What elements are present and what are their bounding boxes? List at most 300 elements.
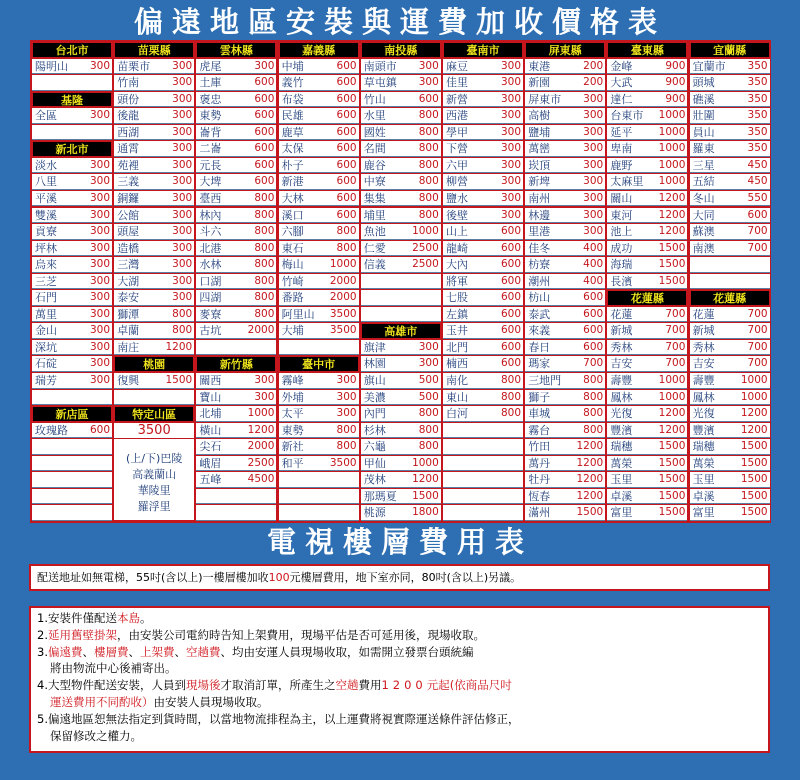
region-header: 桃園	[114, 356, 194, 372]
table-row	[32, 174, 112, 190]
place-name: 枋山	[528, 291, 551, 305]
surcharge-price: 300	[89, 59, 110, 72]
place-name: 頭城	[692, 76, 715, 90]
place-name: 七股	[446, 291, 468, 305]
surcharge-price: 300	[172, 241, 193, 254]
table-row	[690, 92, 770, 108]
surcharge-price: 600	[336, 142, 357, 155]
table-row	[361, 241, 441, 257]
table-row	[196, 406, 276, 422]
surcharge-price: 1200	[740, 423, 768, 436]
surcharge-price: 1500	[658, 473, 686, 486]
table-row	[114, 191, 194, 207]
surcharge-price: 800	[254, 274, 275, 287]
place-name: 梅山	[281, 258, 304, 272]
surcharge-price: 600	[747, 208, 768, 221]
place-name: 四湖	[199, 291, 222, 305]
surcharge-price: 600	[418, 92, 439, 105]
surcharge-price: 600	[254, 92, 275, 105]
surcharge-price: 300	[172, 258, 193, 271]
place-name: 平溪	[35, 191, 57, 205]
place-name: 六甲	[446, 158, 468, 172]
place-name: 大武	[610, 76, 633, 90]
surcharge-price: 300	[89, 340, 110, 353]
table-row	[361, 274, 441, 290]
table-row	[690, 456, 770, 472]
place-name: 仁愛	[363, 241, 386, 255]
place-name: 元長	[199, 158, 222, 172]
table-row	[196, 241, 276, 257]
table-row	[196, 257, 276, 273]
surcharge-price: 600	[254, 125, 275, 138]
table-row	[607, 439, 687, 455]
table-row	[32, 125, 112, 141]
special-area-price: 3500	[114, 423, 194, 440]
surcharge-price: 300	[172, 175, 193, 188]
table-row	[279, 125, 359, 141]
place-name: 義竹	[281, 76, 304, 90]
surcharge-price: 300	[418, 76, 439, 89]
surcharge-price: 600	[500, 291, 521, 304]
place-name: 公館	[117, 208, 140, 222]
surcharge-price: 700	[747, 340, 768, 353]
place-name: 新港	[281, 175, 304, 189]
table-row	[607, 59, 687, 75]
table-row	[443, 59, 523, 75]
surcharge-price: 3500	[329, 456, 357, 469]
table-row	[443, 92, 523, 108]
table-row	[525, 174, 605, 190]
surcharge-price: 300	[418, 59, 439, 72]
place-name: 竹南	[117, 76, 140, 90]
place-name: 竹山	[363, 92, 386, 106]
place-name: 銅鑼	[117, 191, 140, 205]
table-row	[607, 307, 687, 323]
table-row	[443, 307, 523, 323]
surcharge-price: 800	[336, 440, 357, 453]
table-row	[32, 290, 112, 306]
place-name: 大內	[446, 258, 468, 272]
surcharge-price: 800	[254, 191, 275, 204]
table-row	[361, 406, 441, 422]
place-name: 金峰	[610, 59, 633, 73]
surcharge-price: 300	[583, 125, 604, 138]
table-row	[690, 323, 770, 339]
surcharge-price: 800	[254, 291, 275, 304]
place-name: 南化	[446, 374, 468, 387]
surcharge-price: 300	[172, 76, 193, 89]
table-row	[607, 174, 687, 190]
table-row	[196, 75, 276, 91]
table-row	[279, 489, 359, 505]
place-name: 鹿谷	[363, 158, 386, 172]
surcharge-price: 1500	[658, 274, 686, 287]
surcharge-price: 800	[336, 423, 357, 436]
table-row	[279, 141, 359, 157]
place-name: 番路	[281, 291, 304, 305]
region-header: 雲林縣	[196, 42, 276, 58]
place-name: 將軍	[446, 274, 468, 288]
table-row	[607, 373, 687, 389]
place-name: 斗六	[199, 225, 222, 239]
region-header: 花蓮縣	[690, 290, 770, 306]
special-area-name: 羅浮里	[137, 500, 171, 514]
table-row	[607, 141, 687, 157]
surcharge-price: 700	[747, 225, 768, 238]
region-header: 高雄市	[361, 323, 441, 339]
table-row	[525, 92, 605, 108]
place-name: 新埤	[528, 175, 551, 189]
place-name: 北港	[199, 241, 222, 255]
surcharge-price: 700	[583, 357, 604, 370]
table-row	[279, 423, 359, 439]
table-row	[361, 356, 441, 372]
place-name: 壽豐	[610, 374, 633, 387]
surcharge-price: 1200	[576, 489, 604, 502]
table-row	[525, 356, 605, 372]
place-name: 林邊	[528, 208, 551, 222]
region-header: 新店區	[32, 406, 112, 422]
place-name: 東勢	[199, 109, 222, 123]
place-name: 茂林	[363, 473, 386, 487]
table-row	[443, 406, 523, 422]
place-name: 苑裡	[117, 158, 140, 172]
surcharge-price: 300	[418, 357, 439, 370]
place-name: 中埔	[281, 59, 304, 73]
place-name: 三灣	[117, 258, 140, 272]
surcharge-price: 600	[336, 158, 357, 171]
place-name: 關山	[610, 191, 633, 205]
surcharge-price: 1000	[740, 390, 768, 403]
surcharge-price: 800	[583, 423, 604, 436]
surcharge-price: 800	[583, 374, 604, 386]
place-name: 柳營	[446, 175, 468, 189]
table-row	[690, 59, 770, 75]
surcharge-price: 800	[172, 324, 193, 337]
table-row	[196, 208, 276, 224]
surcharge-price: 1500	[658, 258, 686, 271]
table-row	[607, 257, 687, 273]
place-name: 東石	[281, 241, 304, 255]
table-row	[690, 125, 770, 141]
surcharge-price: 600	[500, 357, 521, 370]
surcharge-price: 800	[583, 390, 604, 403]
table-row	[114, 158, 194, 174]
surcharge-price: 1000	[329, 258, 357, 271]
surcharge-price: 300	[89, 258, 110, 271]
surcharge-price: 2500	[412, 258, 439, 271]
table-row	[443, 174, 523, 190]
table-row	[196, 174, 276, 190]
place-name: 玉里	[610, 473, 633, 487]
table-row	[607, 224, 687, 240]
place-name: 烏來	[35, 258, 57, 272]
surcharge-price: 800	[418, 142, 439, 155]
table-row	[196, 290, 276, 306]
surcharge-price: 800	[500, 374, 521, 386]
surcharge-price: 2000	[247, 324, 275, 337]
surcharge-price: 300	[89, 225, 110, 238]
surcharge-price: 300	[89, 291, 110, 304]
table-row	[690, 224, 770, 240]
table-row	[361, 125, 441, 141]
surcharge-price: 1200	[576, 456, 604, 469]
surcharge-price: 300	[172, 109, 193, 122]
surcharge-price: 1500	[740, 440, 768, 453]
region-header: 宜蘭縣	[690, 42, 770, 58]
table-row	[525, 373, 605, 389]
table-row	[279, 92, 359, 108]
place-name: 林園	[363, 357, 386, 371]
table-row	[32, 224, 112, 240]
surcharge-price: 300	[336, 374, 357, 386]
table-row	[361, 92, 441, 108]
place-name: 三義	[117, 175, 140, 189]
table-row	[607, 505, 687, 521]
surcharge-price: 1200	[658, 191, 686, 204]
table-row	[361, 257, 441, 273]
table-row	[690, 390, 770, 406]
table-row	[361, 59, 441, 75]
surcharge-price: 300	[500, 76, 521, 89]
surcharge-price: 700	[665, 340, 686, 353]
table-row	[525, 274, 605, 290]
surcharge-price: 300	[500, 92, 521, 105]
table-row	[114, 125, 194, 141]
place-name: 壽豐	[692, 374, 715, 387]
table-row	[361, 141, 441, 157]
place-name: 麻豆	[446, 59, 468, 73]
place-name: 水林	[199, 258, 222, 272]
table-row	[607, 158, 687, 174]
table-row	[279, 208, 359, 224]
table-row	[361, 191, 441, 207]
surcharge-price: 300	[172, 158, 193, 171]
place-name: 大林	[281, 191, 304, 205]
table-row	[607, 340, 687, 356]
surcharge-price: 700	[665, 357, 686, 370]
place-name: 鹿草	[281, 125, 304, 139]
place-name: 車城	[528, 407, 551, 421]
place-name: 三地門	[528, 374, 562, 387]
table-row	[279, 191, 359, 207]
place-name: 土庫	[199, 76, 222, 90]
surcharge-price: 200	[583, 59, 604, 72]
table-row	[690, 423, 770, 439]
table-row	[443, 505, 523, 521]
surcharge-price: 300	[500, 158, 521, 171]
surcharge-price: 1000	[247, 407, 275, 420]
surcharge-price: 300	[172, 142, 193, 155]
surcharge-price: 1000	[658, 142, 686, 155]
special-area-name: 華陵里	[137, 484, 171, 498]
region-header: 苗栗縣	[114, 42, 194, 58]
place-name: 長濱	[610, 274, 633, 288]
surcharge-price: 1500	[658, 506, 686, 519]
surcharge-price: 300	[500, 142, 521, 155]
place-name: 員山	[692, 125, 715, 139]
place-name: 萬榮	[610, 456, 633, 470]
surcharge-price: 600	[500, 274, 521, 287]
table-row	[443, 390, 523, 406]
table-row	[361, 158, 441, 174]
table-row	[114, 92, 194, 108]
surcharge-price: 300	[583, 109, 604, 122]
table-row	[525, 390, 605, 406]
region-header: 臺中市	[279, 356, 359, 372]
table-row	[361, 489, 441, 505]
note-2: 2.延用舊壁掛架，由安裝公司電約時告知上架費用，現場平估是否可延用後，現場收取。	[37, 627, 485, 642]
place-name: 鹿野	[610, 158, 633, 172]
table-row	[607, 423, 687, 439]
place-name: 石碇	[35, 357, 57, 371]
place-name: 鹽埔	[528, 125, 551, 139]
surcharge-price: 300	[500, 59, 521, 72]
place-name: 新園	[528, 76, 551, 90]
table-row	[690, 174, 770, 190]
surcharge-price: 1200	[658, 423, 686, 436]
surcharge-price: 600	[500, 258, 521, 271]
surcharge-price: 1500	[740, 473, 768, 486]
place-name: 秀林	[610, 340, 633, 354]
table-row	[690, 208, 770, 224]
place-name: 麥寮	[199, 307, 222, 321]
place-name: 竹崎	[281, 274, 304, 288]
surcharge-price: 600	[500, 225, 521, 238]
place-name: 南州	[528, 191, 551, 205]
table-row	[32, 356, 112, 372]
place-name: 南庄	[117, 340, 140, 354]
table-row	[525, 125, 605, 141]
place-name: 雙溪	[35, 208, 57, 222]
place-name: 下營	[446, 142, 468, 156]
surcharge-price: 350	[747, 142, 768, 155]
place-name: 名間	[363, 142, 386, 156]
table-row	[690, 141, 770, 157]
place-name: 海瑞	[610, 258, 633, 272]
surcharge-price: 600	[254, 76, 275, 89]
surcharge-price: 4500	[247, 473, 275, 486]
surcharge-price: 800	[418, 175, 439, 188]
place-name: 頭屋	[117, 225, 140, 239]
table-row	[525, 456, 605, 472]
table-row	[525, 323, 605, 339]
table-row	[361, 390, 441, 406]
floor-note-price: 100	[268, 571, 290, 584]
table-row	[607, 191, 687, 207]
table-row	[196, 158, 276, 174]
table-row	[443, 75, 523, 91]
surcharge-price: 300	[500, 175, 521, 188]
place-name: 臺西	[199, 191, 222, 205]
place-name: 玉里	[692, 473, 715, 487]
table-row	[443, 323, 523, 339]
surcharge-price: 300	[172, 208, 193, 221]
table-row	[525, 224, 605, 240]
table-row	[196, 489, 276, 505]
region-header: 南投縣	[361, 42, 441, 58]
place-name: 中寮	[363, 175, 386, 189]
surcharge-price: 2500	[247, 456, 275, 469]
region-header: 花蓮縣	[607, 290, 687, 306]
table-row	[114, 323, 194, 339]
table-row	[607, 323, 687, 339]
surcharge-price: 800	[336, 225, 357, 238]
table-row	[114, 59, 194, 75]
table-row	[443, 456, 523, 472]
place-name: 六龜	[363, 440, 386, 454]
place-name: 虎尾	[199, 59, 222, 73]
surcharge-price: 800	[254, 208, 275, 221]
surcharge-price: 600	[89, 423, 110, 436]
table-row	[32, 373, 112, 389]
place-name: 延平	[610, 125, 633, 139]
surcharge-price: 600	[336, 109, 357, 122]
surcharge-price: 3500	[329, 307, 357, 320]
table-row	[196, 125, 276, 141]
table-row	[114, 174, 194, 190]
surcharge-price: 300	[500, 191, 521, 204]
place-name: 瑞穗	[692, 440, 715, 454]
table-row	[525, 472, 605, 488]
surcharge-price: 800	[418, 440, 439, 453]
place-name: 吉安	[610, 357, 633, 371]
table-row	[279, 439, 359, 455]
table-row	[361, 340, 441, 356]
region-header: 臺東縣	[607, 42, 687, 58]
surcharge-price: 300	[89, 241, 110, 254]
table-row	[32, 108, 112, 124]
place-name: 西港	[446, 109, 468, 123]
place-name: 民雄	[281, 109, 304, 123]
surcharge-price: 1000	[740, 374, 768, 386]
table-row	[607, 472, 687, 488]
table-row	[196, 456, 276, 472]
place-name: 淡水	[35, 158, 57, 172]
table-row	[525, 307, 605, 323]
table-row	[279, 390, 359, 406]
place-name: 美濃	[363, 390, 386, 404]
table-row	[443, 290, 523, 306]
table-row	[114, 274, 194, 290]
surcharge-price: 400	[583, 241, 604, 254]
table-row	[196, 191, 276, 207]
table-row	[443, 241, 523, 257]
surcharge-price: 300	[336, 390, 357, 403]
place-name: 五峰	[199, 473, 222, 487]
surcharge-price: 1200	[247, 423, 275, 436]
place-name: 新營	[446, 92, 468, 106]
place-name: 卓蘭	[117, 324, 140, 338]
place-name: 吉安	[692, 357, 715, 371]
table-row	[525, 208, 605, 224]
table-row	[607, 125, 687, 141]
place-name: 獅子	[528, 390, 551, 404]
surcharge-price: 300	[89, 357, 110, 370]
table-row	[443, 373, 523, 389]
table-row	[361, 505, 441, 521]
place-name: 高樹	[528, 109, 551, 123]
surcharge-price: 700	[747, 357, 768, 370]
surcharge-price: 2000	[329, 291, 357, 304]
table-row	[196, 340, 276, 356]
place-name: 和平	[281, 456, 304, 470]
surcharge-price: 800	[418, 109, 439, 122]
place-name: 白河	[446, 407, 468, 421]
surcharge-price: 2000	[247, 440, 275, 453]
surcharge-price: 800	[254, 307, 275, 320]
surcharge-price: 600	[583, 340, 604, 353]
